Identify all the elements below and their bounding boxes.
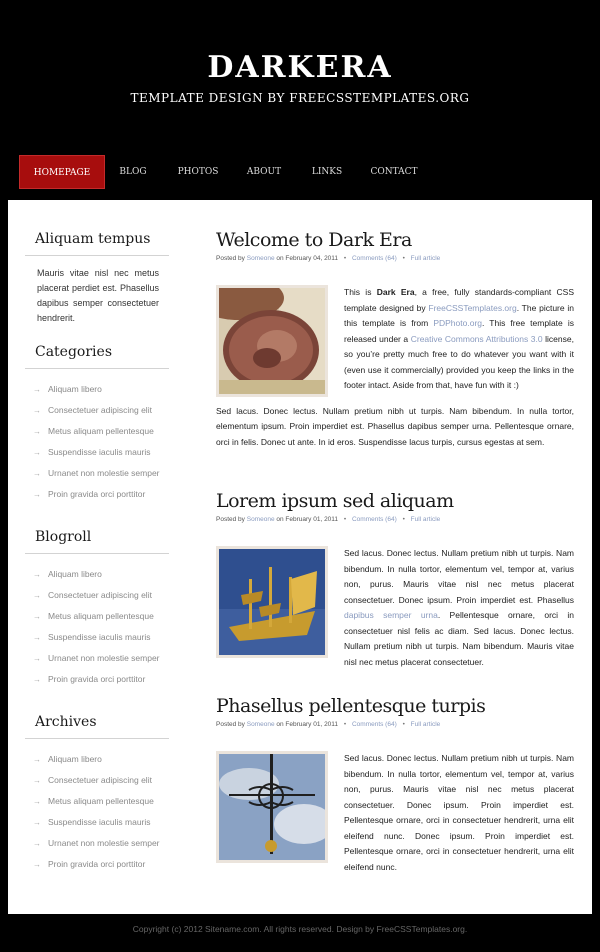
author-link[interactable]: Someone: [246, 721, 275, 728]
list-item[interactable]: → Aliquam libero: [33, 569, 102, 579]
arrow-icon: →: [33, 797, 41, 806]
menu-item-homepage[interactable]: HOMEPAGE: [19, 155, 105, 189]
bullet-separator: •: [343, 516, 347, 523]
list-item[interactable]: → Consectetuer adipiscing elit: [33, 775, 152, 785]
post-meta: Posted by Someone on February 01, 2011 • Comments (64) • Full article: [216, 516, 441, 523]
bullet-separator: •: [343, 721, 347, 728]
full-article-link[interactable]: Full article: [410, 516, 441, 523]
arrow-icon: →: [33, 385, 41, 394]
sidebar-title-blogroll: Blogroll: [25, 529, 169, 554]
freecsstemplates-link[interactable]: FreeCSSTemplates.org: [428, 302, 517, 313]
list-item[interactable]: → Metus aliquam pellentesque: [33, 796, 154, 806]
footer: Copyright (c) 2012 Sitename.com. All rights reserved. Design by FreeCSSTemplates.org.: [132, 924, 468, 934]
arrow-icon: →: [33, 427, 41, 436]
post-title[interactable]: Lorem ipsum sed aliquam: [216, 490, 454, 512]
menu-item-about[interactable]: ABOUT: [246, 167, 282, 177]
ship-image: [219, 549, 325, 655]
sidebar-box-aliquam: [25, 231, 169, 326]
list-item[interactable]: → Proin gravida orci porttitor: [33, 859, 146, 869]
post-image-weathervane: [216, 751, 328, 863]
list-item[interactable]: → Aliquam libero: [33, 754, 102, 764]
arrow-icon: →: [33, 776, 41, 785]
categories-list: [25, 369, 169, 505]
list-item[interactable]: → Metus aliquam pellentesque: [33, 426, 154, 436]
post-title[interactable]: Welcome to Dark Era: [216, 229, 412, 251]
post-image-coin: [216, 285, 328, 397]
bullet-separator: •: [402, 516, 405, 523]
post-image-ship: [216, 546, 328, 658]
list-item[interactable]: → Consectetuer adipiscing elit: [33, 590, 152, 600]
comments-link[interactable]: Comments (64): [351, 255, 397, 262]
comments-link[interactable]: Comments (64): [351, 516, 397, 523]
bullet-separator: •: [343, 255, 347, 262]
arrow-icon: →: [33, 654, 41, 663]
sidebar-text: Mauris vitae nisl nec metus placerat perdiet est. Phasellus dapibus semper consectetuer hendrerit.: [37, 268, 159, 323]
arrow-icon: →: [33, 860, 41, 869]
post-body: This is Dark Era, a free, fully standards-compliant CSS template designed by FreeCSSTemplates.org. The picture in this template is from PDPhoto.org. This free template is released under a Creative Commons Attributions 3.0 license, so you’re pretty much free to do whatever you want with it (even use it commercially) provided you keep the links in the footer intact. Aside from that, have fun with it :) Sed lacus. Donec lectus. Nullam pretium nibh ut turpis. Nam bibendum. In nulla tortor, elementum ipsum. Proin imperdiet est. Phasellus dapibus semper urna. Pellentesque ornare, orci in felis. Donec ut ante. In id eros. Suspendisse lacus turpis, cursus egestas at sem.: [216, 285, 574, 450]
list-item[interactable]: → Aliquam libero: [33, 384, 102, 394]
arrow-icon: →: [33, 839, 41, 848]
sidebar-title-categories: Categories: [25, 344, 169, 369]
arrow-icon: →: [33, 448, 41, 457]
arrow-icon: →: [33, 406, 41, 415]
post-title[interactable]: Phasellus pellentesque turpis: [216, 695, 486, 717]
list-item[interactable]: → Urnanet non molestie semper: [33, 838, 160, 848]
post-body: Sed lacus. Donec lectus. Nullam pretium nibh ut turpis. Nam bibendum. In nulla tortor, elementum vel, tempor at, varius non, purus. Mauris vitae nisl nec metus placerat consectetuer. Donec ipsum. Proin imperdiet est. Pellentesque ornare, orci in consectetuer hendrerit, urna elit eleifend nunc. Donec ipsum. Proin imperdiet est. Pellentesque ornare, orci in consectetuer hendrerit, urna elit eleifend nunc.: [216, 751, 574, 875]
sidebar-box-blogroll: [25, 529, 169, 690]
list-item[interactable]: → Urnanet non molestie semper: [33, 653, 160, 663]
sidebar-box-categories: [25, 344, 169, 505]
menu-item-blog[interactable]: BLOG: [119, 167, 147, 177]
arrow-icon: →: [33, 633, 41, 642]
pdphoto-link[interactable]: PDPhoto.org: [433, 318, 482, 328]
menu-item-links[interactable]: LINKS: [311, 167, 343, 177]
sidebar-box-archives: [25, 714, 169, 875]
header: [0, 0, 600, 150]
main-menu: [0, 155, 600, 189]
list-item[interactable]: → Suspendisse iaculis mauris: [33, 817, 151, 827]
post-body: Sed lacus. Donec lectus. Nullam pretium nibh ut turpis. Nam bibendum. In nulla tortor, elementum vel, tempor at, varius non, purus. Mauris vitae nisl nec metus placerat consectetuer. Donec ipsum. Proin imperdiet est. Phasellus dapibus semper urna. Pellentesque ornare, orci in consectetuer nisl felis ac diam. Sed lacus. Donec lectus. Nullam pretium nibh ut turpis. Nam bibendum. Mauris vitae nisl nec metus placerat consectetuer.: [216, 546, 574, 670]
site-subtitle: TEMPLATE DESIGN BY FREECSSTEMPLATES.ORG: [130, 91, 470, 105]
sidebar-title-archives: Archives: [25, 714, 169, 739]
coin-image: [219, 288, 325, 394]
bullet-separator: •: [402, 721, 405, 728]
list-item[interactable]: → Proin gravida orci porttitor: [33, 674, 146, 684]
full-article-link[interactable]: Full article: [410, 255, 441, 262]
comments-link[interactable]: Comments (64): [351, 721, 397, 728]
site-title[interactable]: DARKERA: [207, 50, 393, 85]
list-item[interactable]: → Consectetuer adipiscing elit: [33, 405, 152, 415]
creative-commons-link[interactable]: Creative Commons Attributions 3.0: [410, 333, 543, 344]
weathervane-image: [219, 754, 325, 860]
arrow-icon: →: [33, 469, 41, 478]
arrow-icon: →: [33, 755, 41, 764]
author-link[interactable]: Someone: [246, 516, 275, 523]
arrow-icon: →: [33, 675, 41, 684]
archives-list: [25, 739, 169, 875]
list-item[interactable]: → Urnanet non molestie semper: [33, 468, 160, 478]
sidebar-title-aliquam: Aliquam tempus: [25, 231, 169, 256]
list-item[interactable]: → Metus aliquam pellentesque: [33, 611, 154, 621]
blogroll-list: [25, 554, 169, 690]
arrow-icon: →: [33, 591, 41, 600]
arrow-icon: →: [33, 570, 41, 579]
post-meta: Posted by Someone on February 04, 2011 • Comments (64) • Full article: [216, 255, 441, 262]
dapibus-link[interactable]: dapibus semper urna: [344, 610, 438, 620]
list-item[interactable]: → Proin gravida orci porttitor: [33, 489, 146, 499]
arrow-icon: →: [33, 612, 41, 621]
arrow-icon: →: [33, 490, 41, 499]
full-article-link[interactable]: Full article: [410, 721, 441, 728]
post: [216, 695, 574, 875]
list-item[interactable]: → Suspendisse iaculis mauris: [33, 447, 151, 457]
bullet-separator: •: [402, 255, 405, 262]
post: [216, 490, 574, 670]
menu-item-photos[interactable]: PHOTOS: [177, 167, 219, 177]
page-body: [8, 200, 592, 914]
list-item[interactable]: → Suspendisse iaculis mauris: [33, 632, 151, 642]
post: [216, 229, 574, 450]
post-meta: Posted by Someone on February 01, 2011 • Comments (64) • Full article: [216, 721, 441, 728]
arrow-icon: →: [33, 818, 41, 827]
author-link[interactable]: Someone: [246, 255, 275, 262]
menu-item-contact[interactable]: CONTACT: [370, 167, 418, 177]
